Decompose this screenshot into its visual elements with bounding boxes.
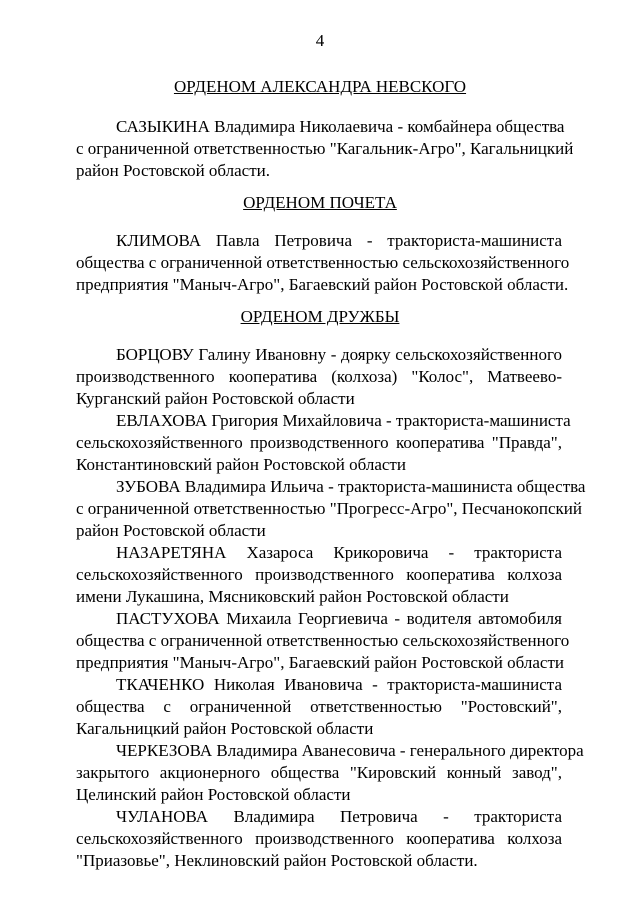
- section-heading-pocheta: ОРДЕНОМ ПОЧЕТА: [243, 193, 397, 212]
- entry-line: производственного кооператива (колхоза) "Колос", Матвеево-: [76, 367, 562, 386]
- page-number: 4: [315, 31, 325, 50]
- entry-line: Константиновский район Ростовской области: [76, 455, 406, 474]
- award-entry: [76, 674, 562, 740]
- entry-line: закрытого акционерного общества "Кировский конный завод",: [76, 763, 562, 782]
- entry-line: общества с ограниченной ответственностью сельскохозяйственного: [76, 253, 570, 272]
- award-entry: [76, 740, 584, 806]
- entry-line: район Ростовской области: [76, 521, 266, 540]
- entry-line: САЗЫКИНА Владимира Николаевича - комбайнера общества: [116, 117, 565, 136]
- entry-line: НАЗАРЕТЯНА Хазароса Крикоровича - тракториста: [116, 543, 562, 562]
- award-entry: [76, 476, 586, 542]
- award-entry: [76, 542, 562, 608]
- entry-line: предприятия "Маныч-Агро", Багаевский район Ростовской области: [76, 653, 564, 672]
- entry-line: предприятия "Маныч-Агро", Багаевский район Ростовской области.: [76, 275, 569, 294]
- award-entry: [76, 116, 574, 182]
- entry-line: КЛИМОВА Павла Петровича - тракториста-машиниста: [116, 231, 562, 250]
- entry-line: ЕВЛАХОВА Григория Михайловича - тракториста-машиниста: [116, 411, 571, 430]
- award-entry: [76, 806, 562, 872]
- entry-line: сельскохозяйственного производственного кооператива "Правда",: [76, 433, 562, 452]
- award-entry: [76, 410, 571, 476]
- award-entry: [76, 608, 570, 674]
- award-entry: [76, 344, 562, 410]
- section-heading-druzhby: ОРДЕНОМ ДРУЖБЫ: [240, 307, 400, 326]
- award-list: [76, 344, 586, 872]
- entry-line: Целинский район Ростовской области: [76, 785, 351, 804]
- entry-line: с ограниченной ответственностью "Кагальник-Агро", Кагальницкий: [76, 139, 574, 158]
- entry-line: с ограниченной ответственностью "Прогресс-Агро", Песчанокопский: [76, 499, 582, 518]
- entry-line: сельскохозяйственного производственного кооператива колхоза: [76, 829, 562, 848]
- entry-line: "Приазовье", Неклиновский район Ростовской области.: [76, 851, 478, 870]
- entry-line: ЗУБОВА Владимира Ильича - тракториста-машиниста общества: [116, 477, 586, 496]
- entry-line: БОРЦОВУ Галину Ивановну - доярку сельскохозяйственного: [116, 345, 562, 364]
- entry-line: ЧЕРКЕЗОВА Владимира Аванесовича - генерального директора: [116, 741, 584, 760]
- entry-line: ПАСТУХОВА Михаила Георгиевича - водителя автомобиля: [116, 609, 562, 628]
- section-heading-nevsky: ОРДЕНОМ АЛЕКСАНДРА НЕВСКОГО: [173, 77, 467, 96]
- entry-line: общества с ограниченной ответственностью "Ростовский",: [76, 697, 562, 716]
- entry-line: сельскохозяйственного производственного кооператива колхоза: [76, 565, 562, 584]
- entry-line: ТКАЧЕНКО Николая Ивановича - тракториста-машиниста: [116, 675, 562, 694]
- entry-line: Кагальницкий район Ростовской области: [76, 719, 374, 738]
- entry-line: имени Лукашина, Мясниковский район Ростовской области: [76, 587, 509, 606]
- entry-line: общества с ограниченной ответственностью сельскохозяйственного: [76, 631, 570, 650]
- entry-line: ЧУЛАНОВА Владимира Петровича - тракториста: [116, 807, 562, 826]
- entry-line: район Ростовской области.: [76, 161, 270, 180]
- award-entry: [76, 230, 570, 296]
- entry-line: Курганский район Ростовской области: [76, 389, 355, 408]
